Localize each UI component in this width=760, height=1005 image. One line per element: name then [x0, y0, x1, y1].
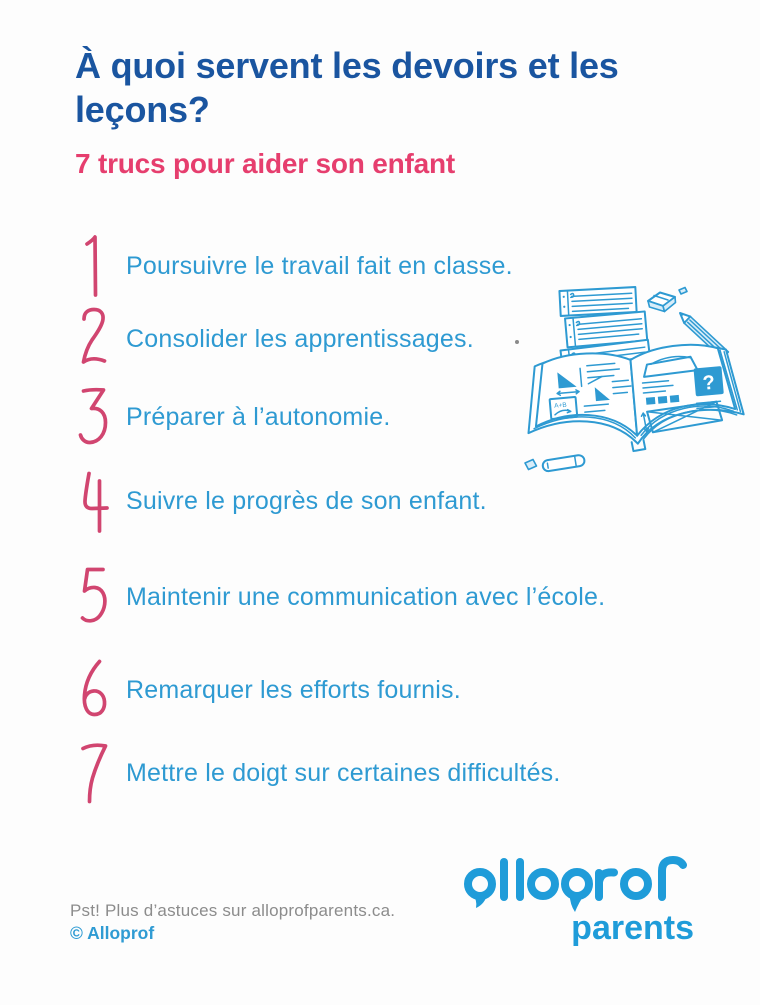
tip-text: Préparer à l’autonomie. [126, 402, 391, 431]
tip-row [76, 738, 561, 808]
tip-row [76, 562, 605, 632]
eraser-icon [648, 288, 687, 312]
handwritten-number-7 [76, 740, 114, 806]
tip-text: Poursuivre le travail fait en classe. [126, 251, 513, 280]
handwritten-number-2 [76, 306, 114, 372]
open-book [522, 340, 746, 460]
alloprof-parents-label: parents [571, 909, 694, 947]
tip-row [76, 304, 474, 374]
chalk-icon [525, 454, 585, 471]
handwritten-number-1 [76, 233, 114, 299]
tip-row [76, 466, 487, 536]
tip-text: Maintenir une communication avec l’école. [126, 582, 606, 611]
page-title-line2: leçons? [75, 89, 210, 130]
handwritten-number-6 [76, 657, 114, 723]
dot-speck [515, 340, 519, 344]
tip-text: Suivre le progrès de son enfant. [126, 486, 487, 515]
tip-row [76, 655, 461, 725]
formula-label: A+B [553, 401, 567, 410]
page-title [75, 44, 735, 132]
page-title-line1: À quoi servent les devoirs et les [75, 45, 619, 86]
question-mark-label: ? [701, 371, 716, 395]
alloprof-logo [462, 856, 694, 916]
open-book-illustration [502, 278, 752, 478]
tip-row [76, 382, 390, 452]
handwritten-number-4 [76, 468, 114, 534]
page-subtitle: 7 trucs pour aider son enfant [75, 148, 456, 179]
handwritten-number-3 [76, 384, 114, 450]
tip-row [76, 231, 513, 301]
tip-text: Consolider les apprentissages. [126, 324, 474, 353]
copyright-text: © Alloprof [70, 923, 155, 943]
footer-note: Pst! Plus d’astuces sur alloprofparents.ca. [70, 901, 396, 920]
tip-text: Remarquer les efforts fournis. [126, 675, 461, 704]
tip-text: Mettre le doigt sur certaines difficultés. [126, 758, 561, 787]
handwritten-number-5 [76, 564, 114, 630]
